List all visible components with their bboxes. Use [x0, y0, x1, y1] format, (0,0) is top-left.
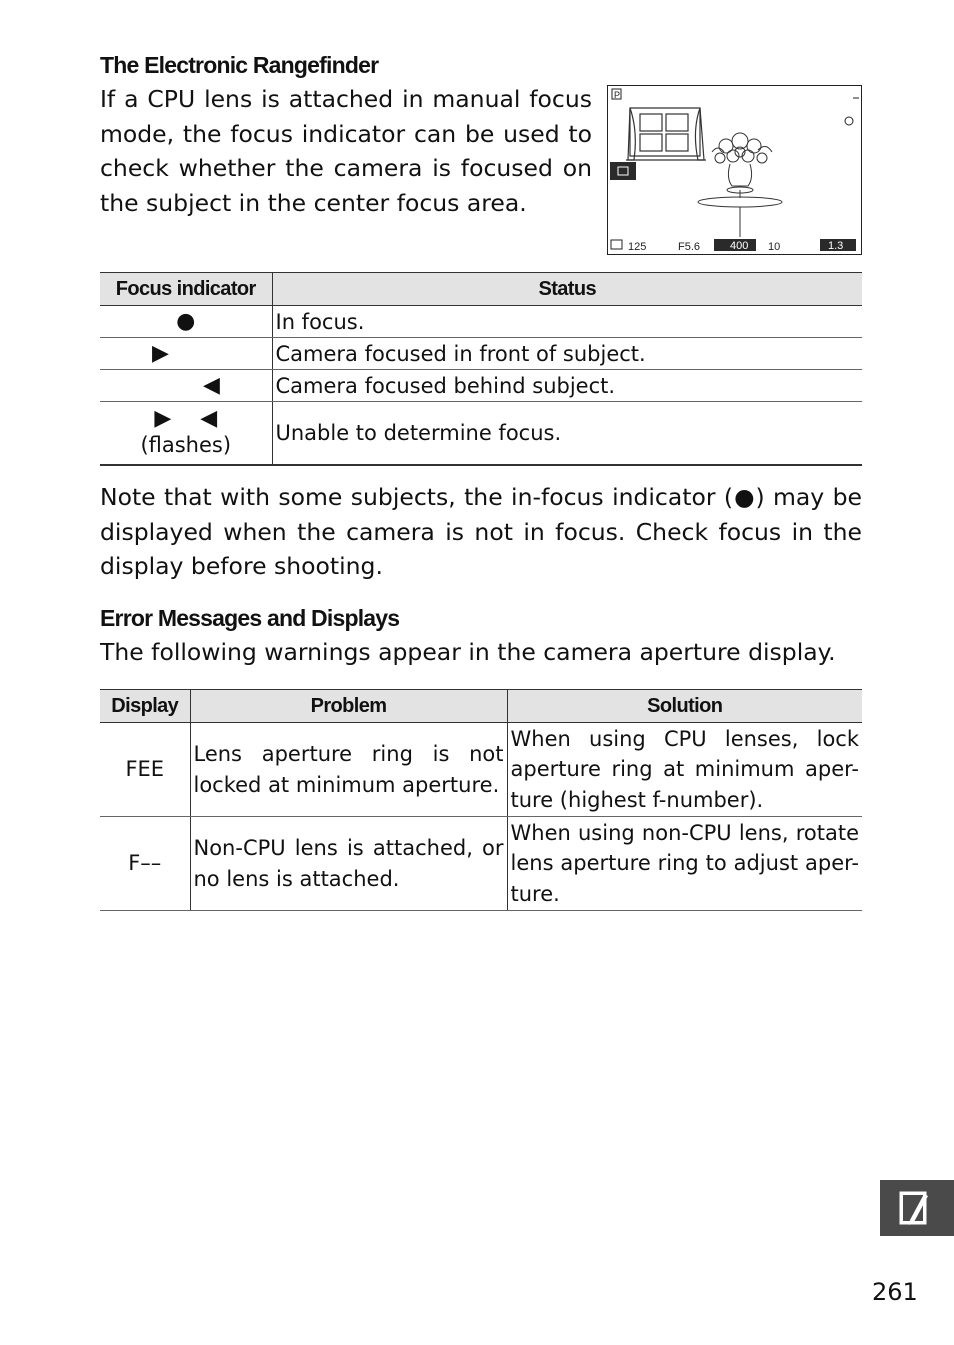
- shots-remaining: 10: [768, 241, 781, 253]
- table-row: [100, 306, 862, 338]
- flashing-arrows-icon: ▶ ◀: [154, 405, 218, 431]
- indicator-cell: [100, 338, 272, 370]
- flashes-label: (flashes): [140, 432, 232, 457]
- pencil-note-icon: [880, 1180, 954, 1236]
- in-focus-dot-icon: ●: [176, 309, 196, 334]
- rangefinder-intro: [100, 82, 592, 220]
- focus-note: [100, 480, 862, 584]
- column-header: Focus indicator: [100, 273, 272, 306]
- table-row: [100, 817, 862, 911]
- error-messages-table: [100, 689, 862, 911]
- problem-cell: Non-CPU lens is attached, or no lens is attached.: [190, 817, 507, 911]
- right-arrow-icon: ▶: [152, 341, 169, 366]
- column-header: Problem: [190, 690, 507, 723]
- table-header-row: [100, 690, 862, 723]
- iso-readout: 400: [730, 240, 749, 252]
- note-paragraph: Note that with some subjects, the in-focus indicator (●) may be displayed when the camera is not in focus. Check focus in the display before shooting.: [100, 483, 862, 580]
- display-cell: F––: [100, 817, 190, 911]
- column-header: Status: [272, 273, 862, 306]
- flower-vase-drawing: [698, 133, 782, 238]
- aperture-readout: F5.6: [678, 241, 701, 253]
- errors-intro: The following warnings appear in the camera aperture display.: [100, 638, 836, 666]
- solution-cell: When using non-CPU lens, rotate lens aperture ring to adjust aper-ture.: [507, 817, 862, 911]
- table-row: [100, 370, 862, 402]
- section-heading-errors: Error Messages and Displays: [100, 605, 400, 631]
- exposure-compensation: 1.3: [828, 240, 844, 252]
- indicator-cell: [100, 402, 272, 465]
- viewfinder-illustration: [607, 85, 862, 255]
- table-header-row: [100, 273, 862, 306]
- live-view-icon: [610, 162, 636, 180]
- status-cell: In focus.: [272, 306, 862, 338]
- focus-point-marker: [845, 117, 853, 125]
- indicator-cell: [100, 306, 272, 338]
- rangefinder-paragraph: If a CPU lens is attached in manual focus mode, the focus indicator can be used to check whether the camera is focused on the subject in the center focus area.: [100, 85, 592, 217]
- column-header: Display: [100, 690, 190, 723]
- table-row: [100, 402, 862, 465]
- left-arrow-icon: ◀: [203, 373, 220, 398]
- problem-cell: Lens aperture ring is not locked at minimum aperture.: [190, 723, 507, 817]
- mode-indicator: P: [614, 90, 621, 100]
- solution-cell: When using CPU lenses, lock aperture ring at minimum aper-ture (highest f-number).: [507, 723, 862, 817]
- page-number: 261: [872, 1278, 918, 1306]
- status-cell: Camera focused in front of subject.: [272, 338, 862, 370]
- table-row: [100, 338, 862, 370]
- window-drawing: [626, 108, 706, 160]
- shutter-speed-readout: 125: [628, 241, 647, 253]
- column-header: Solution: [507, 690, 862, 723]
- status-cell: Camera focused behind subject.: [272, 370, 862, 402]
- chapter-tab: [880, 1180, 954, 1236]
- table-row: [100, 723, 862, 817]
- viewfinder-scene: [608, 86, 861, 254]
- display-cell: FEE: [100, 723, 190, 817]
- status-cell: Unable to determine focus.: [272, 402, 862, 465]
- focus-indicator-table: [100, 272, 862, 466]
- section-heading-rangefinder: The Electronic Rangefinder: [100, 52, 379, 78]
- indicator-cell: [100, 370, 272, 402]
